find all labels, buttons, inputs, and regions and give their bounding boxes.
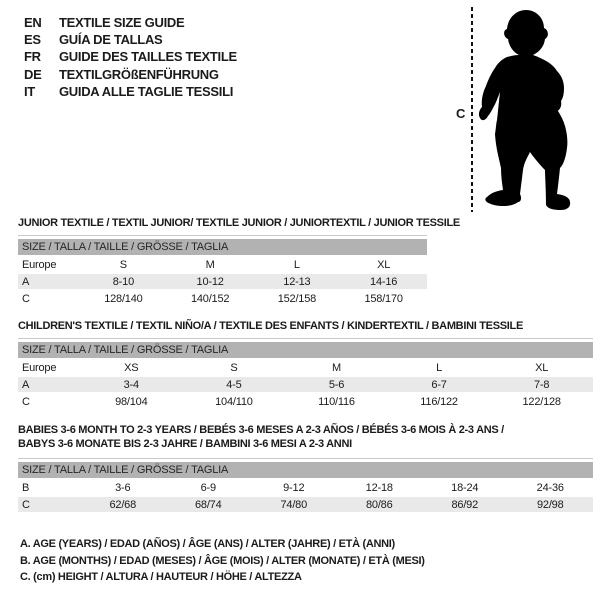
table-cell: 104/110 bbox=[215, 395, 253, 408]
table-cell: 5-6 bbox=[328, 378, 345, 391]
table-row bbox=[18, 392, 593, 411]
table-cell: 24-36 bbox=[536, 481, 564, 494]
legend-note-a: A. AGE (YEARS) / EDAD (AÑOS) / ÂGE (ANS) / ALTER (JAHRE) / ETÀ (ANNI) bbox=[20, 538, 395, 550]
babies-table-title bbox=[18, 423, 504, 451]
table-cell: 74/80 bbox=[280, 498, 308, 511]
table-row bbox=[18, 497, 593, 512]
table-cell: 10-12 bbox=[196, 275, 224, 288]
language-code: IT bbox=[24, 83, 35, 99]
table-row bbox=[18, 377, 593, 392]
language-label: TEXTILE SIZE GUIDE bbox=[59, 15, 185, 31]
table-cell: 98/104 bbox=[115, 395, 148, 408]
language-row-it bbox=[24, 83, 237, 100]
children-size-table bbox=[18, 338, 593, 411]
table-cell: M bbox=[332, 361, 341, 374]
table-row bbox=[18, 274, 427, 289]
table-cell: 86/92 bbox=[451, 498, 479, 511]
row-label: B bbox=[22, 481, 30, 494]
table-cell: S bbox=[119, 258, 127, 271]
babies-title-line-2: BABYS 3-6 MONATE BIS 2-3 JAHRE / BAMBINI 3-6 MESI A 2-3 ANNI bbox=[18, 438, 352, 450]
table-cell: 128/140 bbox=[104, 292, 143, 305]
table-row bbox=[18, 478, 593, 497]
row-label: C bbox=[22, 292, 30, 305]
junior-size-table bbox=[18, 235, 427, 308]
table-cell: S bbox=[230, 361, 238, 374]
babies-size-table bbox=[18, 458, 593, 512]
language-list bbox=[24, 14, 237, 100]
language-row-de bbox=[24, 66, 237, 83]
language-label: GUIDA ALLE TAGLIE TESSILI bbox=[59, 83, 234, 99]
table-cell: 7-8 bbox=[534, 378, 550, 391]
table-cell: 68/74 bbox=[194, 498, 222, 511]
table-cell: 12-18 bbox=[365, 481, 393, 494]
toddler-silhouette-icon bbox=[478, 8, 574, 212]
row-label: A bbox=[22, 378, 30, 391]
table-cell: 140/152 bbox=[190, 292, 230, 305]
table-cell: 158/170 bbox=[364, 292, 403, 305]
table-cell: L bbox=[293, 258, 300, 271]
language-code: EN bbox=[24, 15, 42, 31]
legend-note-c: C. (cm) HEIGHT / ALTURA / HAUTEUR / HÖHE / ALTEZZA bbox=[20, 571, 302, 583]
row-label: A bbox=[22, 275, 30, 288]
junior-table-title: JUNIOR TEXTILE / TEXTIL JUNIOR/ TEXTILE JUNIOR / JUNIORTEXTIL / JUNIOR TESSILE bbox=[18, 217, 460, 229]
row-label: C bbox=[22, 395, 30, 408]
table-cell: 14-16 bbox=[370, 275, 398, 288]
height-marker-label: C bbox=[456, 106, 466, 121]
height-dashed-line bbox=[471, 7, 473, 212]
language-code: ES bbox=[24, 32, 41, 48]
table-cell: 6-9 bbox=[200, 481, 216, 494]
babies-title-line-1: BABIES 3-6 MONTH TO 2-3 YEARS / BEBÉS 3-6 MESES A 2-3 AÑOS / BÉBÉS 3-6 MOIS À 2-3 ANS / bbox=[18, 424, 504, 436]
language-code: FR bbox=[24, 49, 41, 65]
table-cell: 12-13 bbox=[283, 275, 311, 288]
size-header-bar: SIZE / TALLA / TAILLE / GRÖSSE / TAGLIA bbox=[18, 462, 593, 478]
table-cell: 3-4 bbox=[123, 378, 139, 391]
legend-notes bbox=[20, 536, 425, 586]
language-label: GUÍA DE TALLAS bbox=[59, 32, 163, 48]
table-cell: 152/158 bbox=[277, 292, 317, 305]
table-cell: 92/98 bbox=[536, 498, 564, 511]
language-row-es bbox=[24, 31, 237, 48]
table-cell: 18-24 bbox=[451, 481, 479, 494]
table-cell: 110/116 bbox=[318, 395, 355, 408]
legend-note-b: B. AGE (MONTHS) / EDAD (MESES) / ÂGE (MOIS) / ALTER (MONATE) / ETÀ (MESI) bbox=[20, 554, 425, 567]
size-header-bar: SIZE / TALLA / TAILLE / GRÖSSE / TAGLIA bbox=[18, 342, 593, 358]
table-cell: 8-10 bbox=[112, 275, 134, 288]
language-label: GUIDE DES TAILLES TEXTILE bbox=[59, 49, 237, 65]
table-cell: XL bbox=[377, 258, 391, 271]
row-label: C bbox=[22, 498, 30, 511]
language-row-en bbox=[24, 14, 237, 31]
size-header-bar: SIZE / TALLA / TAILLE / GRÖSSE / TAGLIA bbox=[18, 239, 427, 255]
row-label: Europe bbox=[22, 361, 57, 374]
row-label: Europe bbox=[22, 258, 57, 271]
language-code: DE bbox=[24, 66, 42, 82]
language-label: TEXTILGRÖßENFÜHRUNG bbox=[59, 66, 219, 82]
table-cell: 116/122 bbox=[420, 395, 458, 408]
table-cell: 80/86 bbox=[365, 498, 393, 511]
table-cell: 6-7 bbox=[431, 378, 447, 391]
table-cell: 3-6 bbox=[115, 481, 131, 494]
table-cell: L bbox=[436, 361, 443, 374]
table-cell: XS bbox=[124, 361, 139, 374]
table-cell: 122/128 bbox=[522, 395, 561, 408]
children-table-title: CHILDREN'S TEXTILE / TEXTIL NIÑO/A / TEXTILE DES ENFANTS / KINDERTEXTIL / BAMBINI TESSILE bbox=[18, 320, 523, 332]
table-row bbox=[18, 358, 593, 377]
table-cell: XL bbox=[535, 361, 549, 374]
table-cell: 62/68 bbox=[109, 498, 137, 511]
table-cell: 4-5 bbox=[226, 378, 242, 391]
language-row-fr bbox=[24, 48, 237, 65]
table-row bbox=[18, 255, 427, 274]
table-cell: M bbox=[205, 258, 215, 271]
table-row bbox=[18, 289, 427, 308]
table-cell: 9-12 bbox=[283, 481, 305, 494]
